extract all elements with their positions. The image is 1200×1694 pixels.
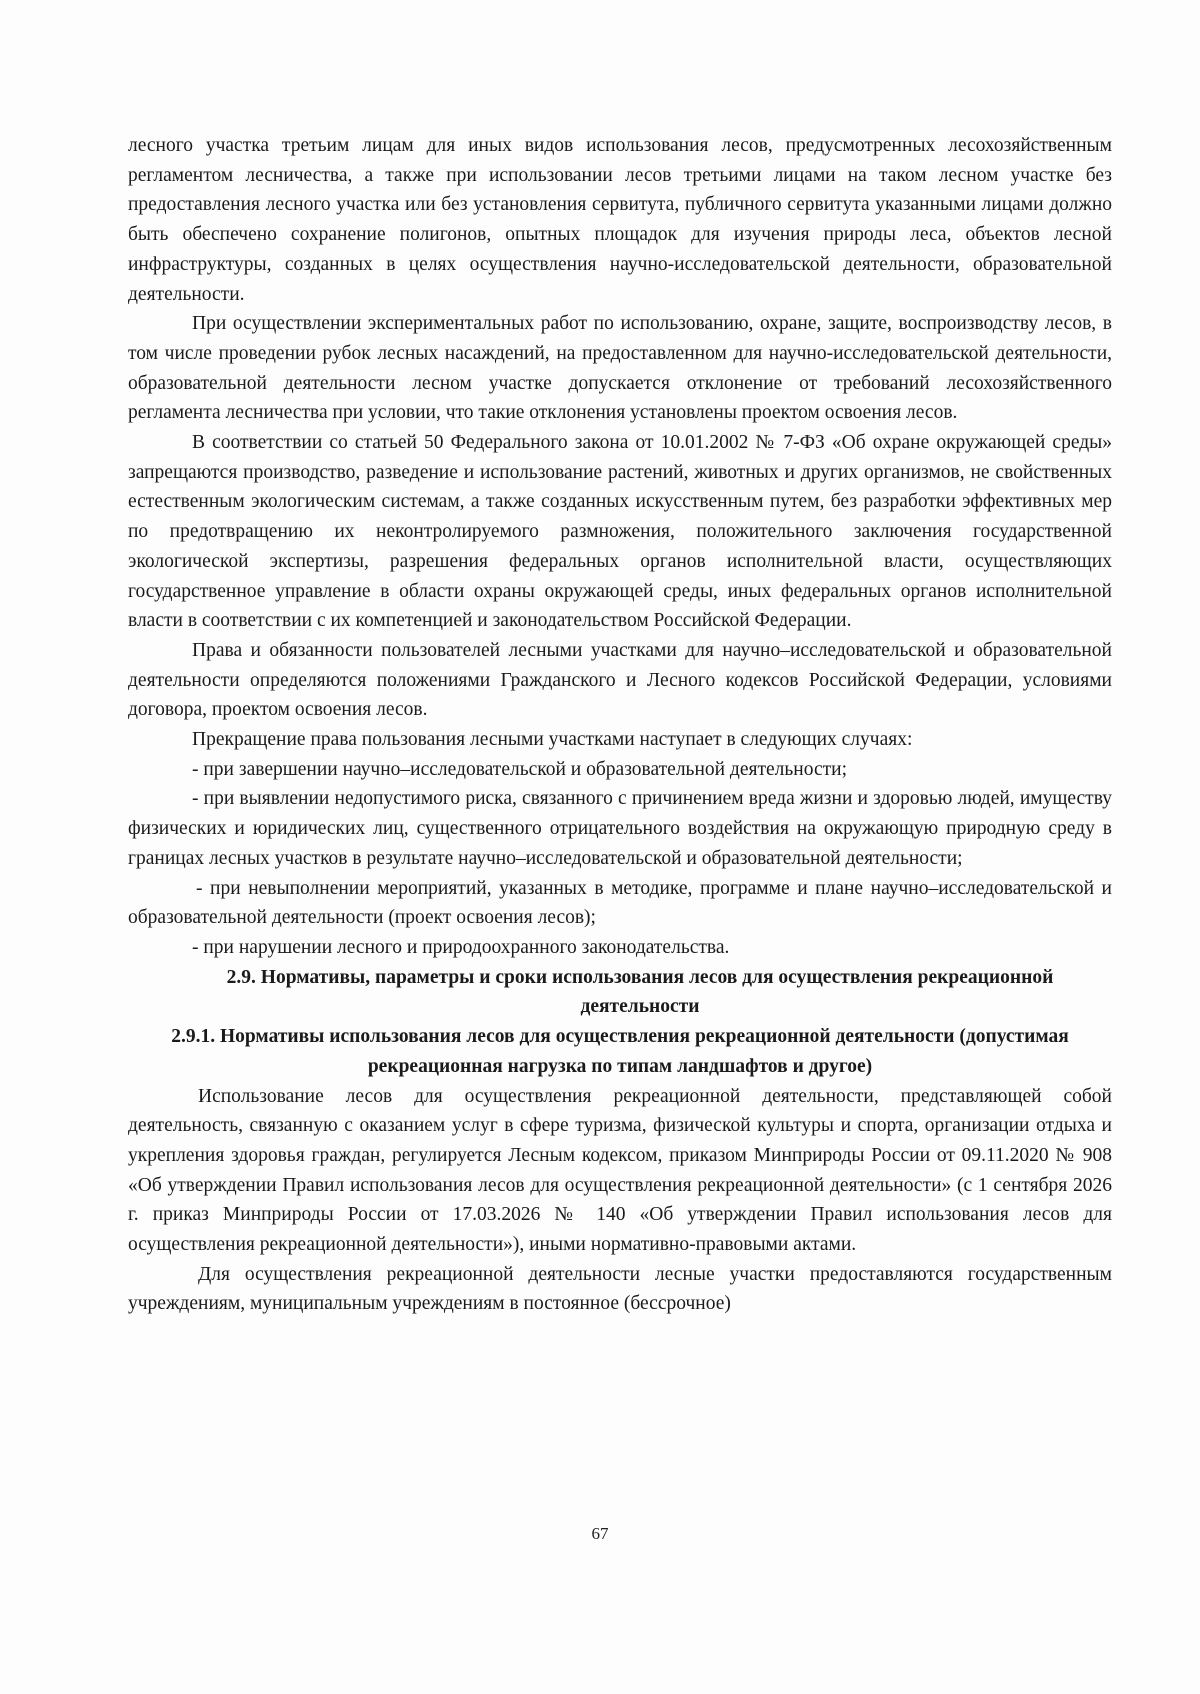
list-item-violation: - при нарушении лесного и природоохранного законодательства. (192, 936, 730, 958)
paragraph-experimental-works: При осуществлении экспериментальных работ по использованию, охране, защите, воспроизводству лесов, в том числе проведении рубок лесных насаждений, на предоставленном для научно-исследовательской деятельности, образовательной деятельности лесном участке допускается отклонение от требований лесохозяйственного регламента лесничества при условии, что такие отклонения установлены проектом освоения лесов. (128, 313, 1112, 424)
list-item-completion: - при завершении научно–исследовательской и образовательной деятельности; (192, 758, 847, 780)
paragraph-rights-and-duties: Права и обязанности пользователей лесными участками для научно–исследовательской и образовательной деятельности определяются положениями Гражданского и Лесного кодексов Российской Федерации, условиями договора, проектом освоения лесов. (128, 639, 1112, 721)
paragraph-recreational-plots: Для осуществления рекреационной деятельности лесные участки предоставляются государственным учреждениям, муниципальным учреждениям в постоянное (бессрочное) (128, 1263, 1112, 1315)
page-number: 67 (591, 1524, 609, 1543)
paragraph-recreational-use: Использование лесов для осуществления рекреационной деятельности, представляющей собой деятельность, связанную с оказанием услуг в сфере туризма, физической культуры и спорта, организации отдыха и укрепления здоровья граждан, регулируется Лесным кодексом, приказом Минприроды России от 09.11.2020 № 908 «Об утверждении Правил использования лесов для осуществления рекреационной деятельности» (с 1 сентября 2026 г. приказ Минприроды России от 17.03.2026 № 140 «Об утверждении Правил использования лесов для осуществления рекреационной деятельности»), иными нормативно-правовыми актами. (128, 1085, 1112, 1256)
paragraph-forest-plot-third-parties: лесного участка третьим лицам для иных видов использования лесов, предусмотренных лесохозяйственным регламентом лесничества, а также при использовании лесов третьими лицами на таком лесном участке без предоставления лесного участка или без установления сервитута, публичного сервитута указанными лицами должно быть обеспечено сохранение полигонов, опытных площадок для изучения природы леса, объектов лесной инфраструктуры, созданных в целях осуществления научно-исследовательской деятельности, образовательной деятельности. (128, 135, 1112, 305)
subsection-heading-2-9-1: 2.9.1. Нормативы использования лесов для осуществления рекреационной деятельности (допустимая рекреационная нагрузка по типам ландшафтов и другое) (171, 1026, 1069, 1077)
section-heading-2-9: 2.9. Нормативы, параметры и сроки использования лесов для осуществления рекреационной деятельности (226, 966, 1054, 1018)
list-item-unacceptable-risk: - при выявлении недопустимого риска, связанного с причинением вреда жизни и здоровью людей, имуществу физических и юридических лиц, существенного отрицательного воздействия на окружающую природную среду в границах лесных участков в результате научно–исследовательской и образовательной деятельности; (128, 788, 1112, 869)
list-item-non-fulfillment: - при невыполнении мероприятий, указанных в методике, программе и плане научно–исследовательской и образовательной деятельности (проект освоения лесов); (128, 877, 1112, 929)
paragraph-article-50: В соответствии со статьей 50 Федерального закона от 10.01.2002 № 7-ФЗ «Об охране окружающей среды» запрещаются производство, разведение и использование растений, животных и других организмов, не свойственных естественным экологическим системам, а также созданных искусственным путем, без разработки эффективных мер по предотвращению их неконтролируемого размножения, положительного заключения государственной экологической экспертизы, разрешения федеральных органов исполнительной власти, осуществляющих государственное управление в области охраны окружающей среды, иных федеральных органов исполнительной власти в соответствии с их компетенцией и законодательством Российской Федерации. (128, 432, 1112, 632)
document-body (128, 131, 1112, 1319)
paragraph-termination-intro: Прекращение права пользования лесными участками наступает в следующих случаях: (192, 729, 913, 751)
